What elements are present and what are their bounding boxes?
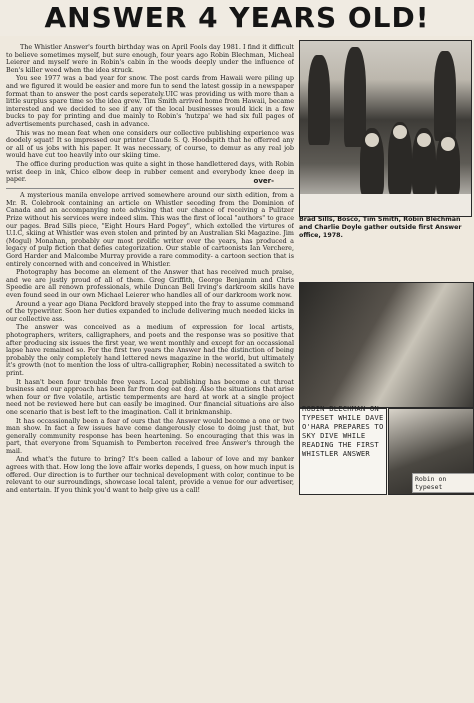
snow-ground — [300, 194, 471, 216]
article-paragraph: This was no mean feat when one considers our collective publishing experience was doodely squat! It so impressed our printer Claude S. Q. Hoodspith that he offerred any or all of us jobs with his paper. It was necessary, of course, to demur as any real job would have cut too heavily into our skiing time. — [6, 128, 294, 160]
tree-shape — [344, 47, 366, 147]
article-paragraph: It hasn't been four trouble free years. Local publishing has become a cut throat business and our approach has been far from dog eat dog. Also the situations that arise when four or five volatile, artistic temperments are hard at work at a single project need not be reviewed here but can easily be imagined. Our financial situations are also one scenario that is best left to the imagination. Call it brinkmanship. — [6, 377, 294, 416]
article-paragraph: Photography has become an element of the Answer that has received much praise, and we are justly proud of all of them. Greg Griffith, George Benjamin and Chris Speedie are all renown professionals, while Duncan Bell Irving's darkroom skills have even found seed in our own Michael Leierer who handles all of our darkroom work now. — [6, 268, 294, 299]
continued-over-label: over- — [253, 176, 274, 185]
section-divider — [6, 188, 294, 189]
article-section-2 — [6, 192, 294, 494]
person-head — [417, 133, 431, 147]
handwritten-label: Robin on typeset — [412, 473, 474, 493]
tree-shape — [434, 51, 456, 141]
article-paragraph: The answer was conceived as a medium of expression for local artists, photographers, writers, calligraphers, and poets and the response was so positive that after producing six issues the first year, we went monthly and except for an occassional lapse have remained so. For the first two years the Answer had the distinction of being probably the only completely hand lettered news magazine in the world, but ultimately it's growth (not to mention the loss of ultra-calligrapher, Robin) necessitated a switch to print. — [6, 323, 294, 377]
group-photo-caption: Brad Sills, Bosco, Tim Smith, Robin Blechman and Charlie Doyle gather outside first Answer office, 1978. — [299, 216, 462, 239]
person-head — [441, 137, 455, 151]
person-head — [365, 133, 379, 147]
article-paragraph: Around a year ago Diana Peckford bravely stepped into the fray to assume command of the typewriter. Soon her duties expanded to include delivering much needed kicks in our collective ass. — [6, 299, 294, 323]
article-paragraph: You see 1977 was a bad year for snow. The post cards from Hawaii were piling up and we figured it would be easier and more fun to send the latest gossip in a newspaper format than to answer the post cards seperately.UIC was providing us with more than a little surplus spare time so the idea grew. Tim Smith arrived home from Hawaii, became interested and we decided to see if any of the local businesses would kick in a few bucks to pay for printing and due mainly to Robin's 'hutzpa' we had six full pages of advertisements purchased, cash in advance. — [6, 74, 294, 128]
article-body — [6, 44, 294, 699]
typeset-photo — [299, 282, 474, 408]
group-photo — [299, 40, 472, 217]
handwritten-caption: ROBIN BLECHMAN ON TYPESET WHILE DAVE O'HARA PREPARES TO SKY DIVE WHILE READING THE FIRST WHISTLER ANSWER — [302, 404, 384, 458]
article-paragraph: And what's the future to bring? It's been called a labour of love and my banker agrees with that. How long the love affair works depends, I guess, on how much input is offered. Our direction is to further our technical development with color, continue to be relevant to our surroundings, showcase local talent, provide a venue for our advertiser, and entertain. If you think you'd want to help give us a call! — [6, 455, 294, 494]
article-section-1 — [6, 44, 294, 184]
article-paragraph: The office during production was quite a sight in those handlettered days, with Robin wrist deep in ink, Chico elbow deep in rubber cement and everybody knee deep in paper. — [6, 159, 294, 184]
article-paragraph: It has occassionally been a fear of ours that the Answer would become a one or two man show. In fact a few issues have come dangerously close to doing just that, but generally community response has been heartening. So encouraging that this was in part, that everyone from Squamish to Pemberton received free Answer's through the mail. — [6, 416, 294, 455]
article-paragraph: The Whistler Answer's fourth birthday was on April Fools day 1981. I find it difficult to believe sometimes myself, but sure enough, four years ago Robin Blechman, Micheal Leierer and myself were in Robin's cabin in the woods deeply under the influence of Ben's killer weed when the idea struck. — [6, 44, 294, 74]
headline: ANSWER 4 YEARS OLD! — [0, 0, 474, 36]
person-head — [393, 125, 407, 139]
article-paragraph: A mysterious manila envelope arrived somewhere around our sixth edition, from a Mr. R. Colebrook containing an article on Whistler seceding from the Dominion of Canada and an accompanying note advising that our chance of receiving a Pulitzer Prize without his services were indeed slim. This was the first of local "authors" to grace our pages. Brad Sills piece, "Eight Hours Hard Pogey", which extolled the virtures of U.I.C, skiing at Whistler was even stolen and printed by an Australian Ski Magazine. Jim (Mogul) Monahan, probably our most prolific writer over the years, has produced a legacy of pulp fiction that defies categorization. Our stable of cartoonists Ian Verchere, Gord Harder and Malcombe Murray provide a rare commodity- a cartoon section that is entirely concerned with and conceived in Whistler. — [6, 191, 294, 268]
tree-shape — [308, 55, 330, 145]
